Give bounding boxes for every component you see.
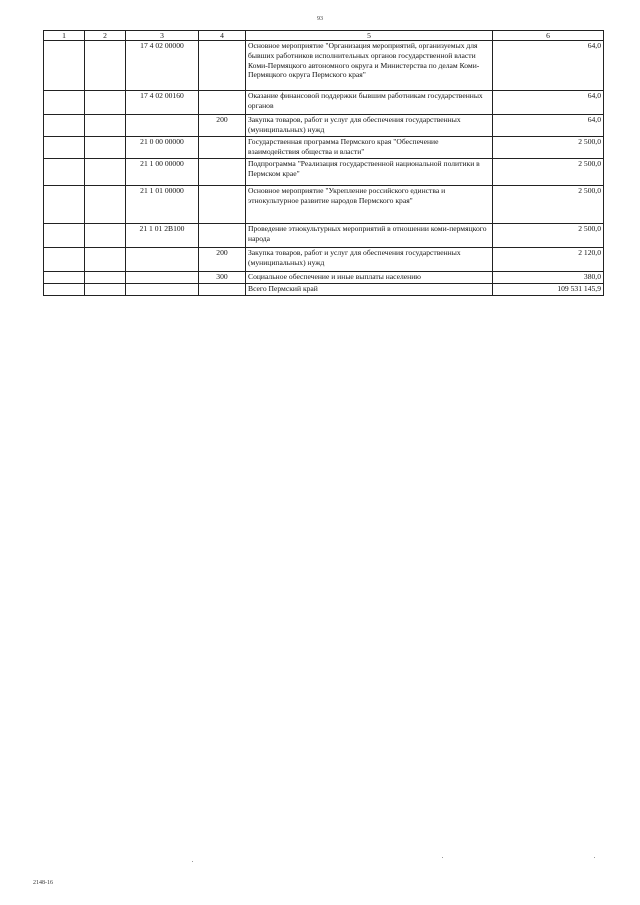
total-row: [44, 284, 604, 296]
section-cell: [44, 159, 85, 186]
scan-speck: [442, 857, 443, 858]
subsection-cell: [85, 224, 126, 248]
description-cell: Основное мероприятие "Организация мероприятий, организуемых для бывших работников исполнительных органов государственной власти Коми-Пермяцкого автономного округа и Министерства по делам Коми-Пермяцкого округа Пермского края": [246, 41, 493, 91]
budget-table: [43, 30, 604, 296]
section-cell: [44, 91, 85, 115]
description-cell: Подпрограмма "Реализация государственной национальной политики в Пермском крае": [246, 159, 493, 186]
scan-speck: [192, 861, 193, 862]
table-row: [44, 91, 604, 115]
description-cell: Проведение этнокультурных мероприятий в отношении коми-пермяцкого народа: [246, 224, 493, 248]
amount-cell: 2 500,0: [493, 137, 604, 159]
column-header-6: 6: [493, 31, 604, 41]
subsection-cell: [85, 248, 126, 272]
target-article-cell: 21 1 00 00000: [126, 159, 199, 186]
description-cell: Государственная программа Пермского края "Обеспечение взаимодействия общества и власти": [246, 137, 493, 159]
subsection-cell: [85, 115, 126, 137]
table-row: [44, 41, 604, 91]
amount-cell: 2 500,0: [493, 224, 604, 248]
amount-cell: 2 500,0: [493, 186, 604, 224]
column-header-2: 2: [85, 31, 126, 41]
target-article-cell: 17 4 02 00160: [126, 91, 199, 115]
target-article-cell: 21 1 01 2В100: [126, 224, 199, 248]
description-cell: Социальное обеспечение и иные выплаты населению: [246, 272, 493, 284]
section-cell: [44, 224, 85, 248]
section-cell: [44, 248, 85, 272]
column-header-1: 1: [44, 31, 85, 41]
expense-type-cell: [199, 224, 246, 248]
target-article-cell: [126, 115, 199, 137]
expense-type-cell: [199, 137, 246, 159]
target-article-cell: 17 4 02 00000: [126, 41, 199, 91]
column-header-4: 4: [199, 31, 246, 41]
amount-cell: 2 120,0: [493, 248, 604, 272]
section-cell: [44, 41, 85, 91]
expense-type-cell: 200: [199, 248, 246, 272]
target-article-cell: 21 0 00 00000: [126, 137, 199, 159]
document-code: 2148-16: [33, 880, 53, 886]
amount-cell: 2 500,0: [493, 159, 604, 186]
amount-cell: 64,0: [493, 115, 604, 137]
table-header-row: [44, 31, 604, 41]
description-cell: Закупка товаров, работ и услуг для обеспечения государственных (муниципальных) нужд: [246, 248, 493, 272]
expense-type-cell: 200: [199, 115, 246, 137]
subsection-cell: [85, 137, 126, 159]
target-article-cell: 21 1 01 00000: [126, 186, 199, 224]
target-article-cell: [126, 248, 199, 272]
section-cell: [44, 186, 85, 224]
table-row: [44, 137, 604, 159]
scan-speck: [594, 857, 595, 858]
table-row: [44, 186, 604, 224]
expense-type-cell: [199, 91, 246, 115]
target-article-cell: [126, 284, 199, 296]
table-row: [44, 159, 604, 186]
description-cell: Закупка товаров, работ и услуг для обеспечения государственных (муниципальных) нужд: [246, 115, 493, 137]
description-cell: Основное мероприятие "Укрепление российского единства и этнокультурное развитие народов Пермского края": [246, 186, 493, 224]
section-cell: [44, 284, 85, 296]
amount-cell: 64,0: [493, 41, 604, 91]
table-row: [44, 272, 604, 284]
subsection-cell: [85, 284, 126, 296]
total-amount: 109 531 145,9: [493, 284, 604, 296]
column-header-3: 3: [126, 31, 199, 41]
expense-type-cell: 300: [199, 272, 246, 284]
subsection-cell: [85, 41, 126, 91]
table-row: [44, 115, 604, 137]
expense-type-cell: [199, 284, 246, 296]
expense-type-cell: [199, 159, 246, 186]
section-cell: [44, 137, 85, 159]
target-article-cell: [126, 272, 199, 284]
table-row: [44, 224, 604, 248]
expense-type-cell: [199, 186, 246, 224]
description-cell: Оказание финансовой поддержки бывшим работникам государственных органов: [246, 91, 493, 115]
total-label: Всего Пермский край: [246, 284, 493, 296]
section-cell: [44, 272, 85, 284]
expense-type-cell: [199, 41, 246, 91]
amount-cell: 64,0: [493, 91, 604, 115]
subsection-cell: [85, 159, 126, 186]
subsection-cell: [85, 186, 126, 224]
column-header-5: 5: [246, 31, 493, 41]
table-row: [44, 248, 604, 272]
subsection-cell: [85, 91, 126, 115]
section-cell: [44, 115, 85, 137]
amount-cell: 380,0: [493, 272, 604, 284]
subsection-cell: [85, 272, 126, 284]
page-number: 93: [317, 16, 323, 22]
